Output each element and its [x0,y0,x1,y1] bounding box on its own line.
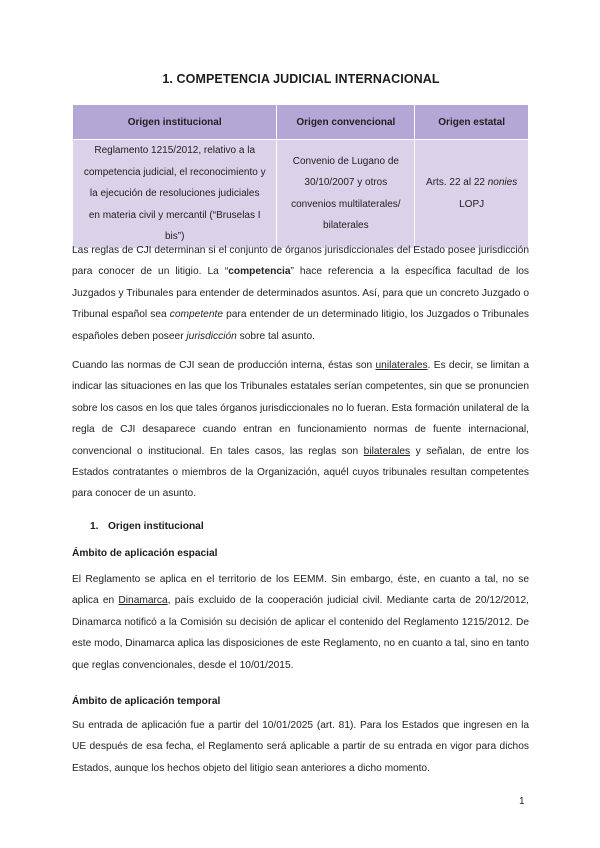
page-title: 1. COMPETENCIA JUDICIAL INTERNACIONAL [162,72,440,86]
text-run: . Es decir, se limitan a indicar las situaciones en las que los Tribunales estatales serían competentes, sin que se pronuncien sobre los casos en los que tales órganos jurisdiccionales no lo fueran. Esta formación unilateral de la regla de CJI desaparece cuando entran en funcionamiento normas de fuente internacional, convencional o institucional. En tales casos, las reglas son [72,360,529,457]
cell-estatal-prefix: Arts. 22 al 22 [426,177,488,189]
paragraph-cji-definition [72,240,529,347]
header-estatal: Origen estatal [415,105,529,140]
italic-term-competente: competente [169,309,224,321]
table-header-row [73,105,529,140]
text-run: y señalan, de entre los Estados contratantes o miembros de la Organización, aquél cuyos tribunales resultan competentes para conocer de un asunto. [72,445,529,500]
paragraph-ambito-espacial [72,569,529,676]
underlined-term-dinamarca: Dinamarca [118,595,168,607]
paragraph-unilateral-bilateral [72,355,529,505]
bold-term-competencia: competencia [228,266,291,278]
table-row [73,140,529,249]
section-heading-origen-institucional [90,521,204,532]
text-run: sobre tal asunto. [236,330,315,342]
header-convencional: Origen convencional [277,105,415,140]
underlined-term-bilaterales: bilaterales [363,445,411,457]
text-run: , país excluido de la cooperación judicial civil. Mediante carta de 20/12/2012, Dinamarca notificó a la Comisión su decisión de aplicar el contenido del Reglamento 1215/2012. De este modo, Dinamarca aplica las disposiciones de este Reglamento, no en cuanto a tal, sino en tanto que reglas convencionales, desde el 10/01/2015. [72,595,529,671]
cell-convencional: Convenio de Lugano de 30/10/2007 y otros convenios multilaterales/ bilaterales [277,140,415,249]
origins-table [72,104,529,249]
cell-institucional: Reglamento 1215/2012, relativo a la competencia judicial, el reconocimiento y la ejecución de resoluciones judiciales en materia civil y mercantil (“Bruselas I bis”) [73,140,277,249]
underlined-term-unilaterales: unilaterales [375,360,428,371]
header-institucional: Origen institucional [73,105,277,140]
cell-estatal [415,140,529,249]
paragraph-ambito-temporal: Su entrada de aplicación fue a partir del 10/01/2025 (art. 81). Para los Estados que ingresen en la UE después de esa fecha, el Reglamento será aplicable a partir de su entrada en vigor para dichos Estados, aunque los hechos objeto del litigio sean anteriores a dicho momento. [72,720,529,774]
text-run: para entender de un determinado litigio, los Juzgados o Tribunales españoles deben poseer [72,309,529,342]
page-number: 1 [519,796,525,807]
section-label: Origen institucional [108,521,204,532]
subheading-ambito-temporal: Ámbito de aplicación temporal [72,696,221,707]
text-run: ” hace referencia a la específica facultad de los Juzgados y Tribunales para entender de determinados asuntos. Así, para que un concreto Juzgado o Tribunal español sea [72,266,529,321]
italic-term-jurisdiccion: jurisdicción [186,330,237,342]
text-run: El Reglamento se aplica en el territorio de los EEMM. Sin embargo, éste, en cuanto a tal, no se aplica en [72,574,529,607]
section-number: 1. [90,521,99,532]
text-run: Las reglas de CJI determinan si el conjunto de órganos jurisdiccionales del Estado posee jurisdicción para conocer de un litigio. La “ [72,245,529,278]
subheading-ambito-espacial: Ámbito de aplicación espacial [72,548,218,559]
cell-estatal-suffix: LOPJ [459,198,485,210]
cell-estatal-italic: nonies [487,177,518,189]
text-run: Cuando las normas de CJI sean de producción interna, éstas son [72,360,376,371]
